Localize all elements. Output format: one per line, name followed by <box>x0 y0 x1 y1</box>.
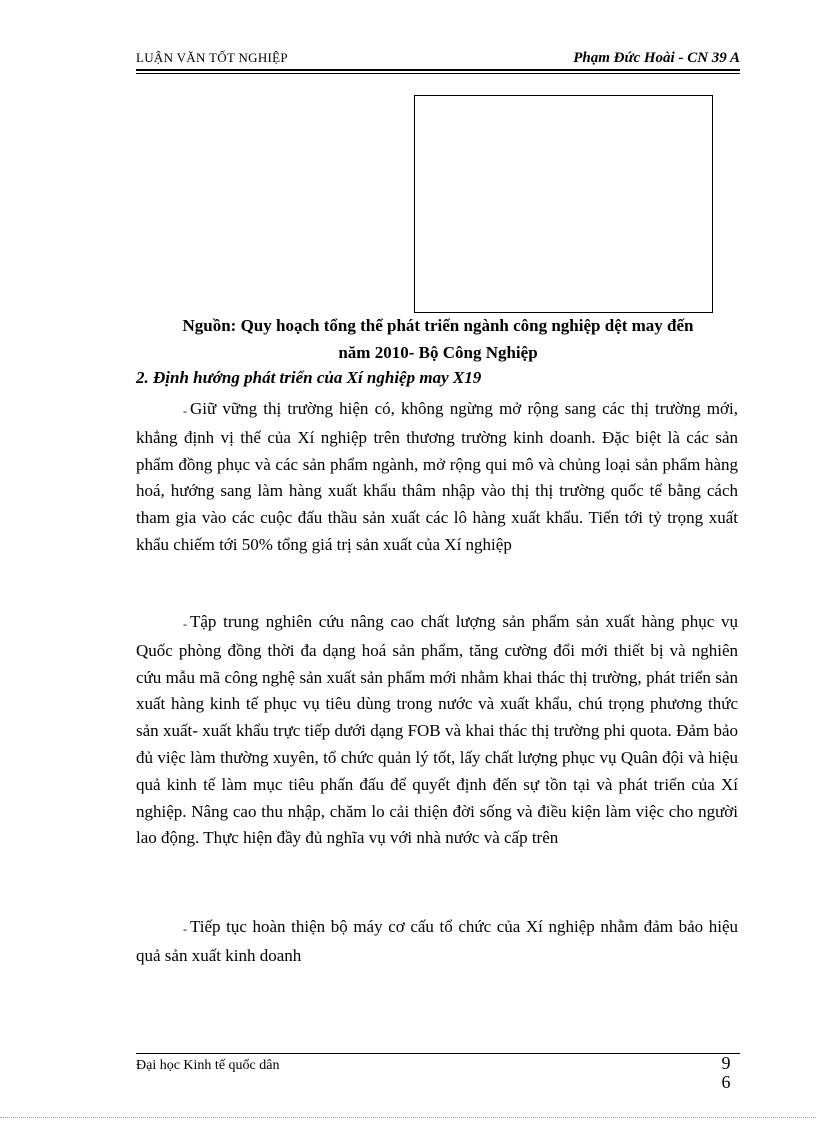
paragraph-3 <box>136 914 738 970</box>
bullet-dash: - <box>183 922 187 936</box>
page-number <box>716 1054 736 1092</box>
page-number-digit-2: 6 <box>721 1072 731 1092</box>
bullet-dash: - <box>183 617 187 631</box>
figure-caption <box>136 312 740 366</box>
paragraph-2 <box>136 609 738 852</box>
paragraph-1 <box>136 396 738 559</box>
page-edge-dots <box>0 1117 816 1122</box>
footer-university: Đại học Kinh tế quốc dân <box>136 1058 280 1073</box>
figure-placeholder <box>414 95 713 313</box>
header-rule <box>136 69 740 71</box>
caption-line-2: năm 2010- Bộ Công Nghiệp <box>338 343 538 362</box>
paragraph-2-text: Tập trung nghiên cứu nâng cao chất lượng sản phẩm sản xuất hàng phục vụ Quốc phòng đồng thời đa dạng hoá sản phẩm, tăng cường đổi mới thiết bị và nghiên cứu mẫu mã công nghệ sản xuất sản phẩm mới nhằm khai thác thị trường, phát triển sản xuất hàng kinh tế phục vụ tiêu dùng trong nước và xuất khẩu, chú trọng phương thức sản xuất- xuất khẩu trực tiếp dưới dạng FOB và khai thác thị trường phi quota. Đảm bảo đủ việc làm thường xuyên, tổ chức quản lý tốt, lấy chất lượng phục vụ Quân đội và hiệu quả kinh tế làm mục tiêu phấn đấu để quyết định đến sự tồn tại và phát triển của Xí nghiệp. Nâng cao thu nhập, chăm lo cải thiện đời sống và điều kiện làm việc cho người lao động. Thực hiện đầy đủ nghĩa vụ với nhà nước và cấp trên <box>136 612 738 848</box>
paragraph-3-text: Tiếp tục hoàn thiện bộ máy cơ cấu tổ chức của Xí nghiệp nhằm đảm bảo hiệu quả sản xuất kinh doanh <box>136 917 738 965</box>
caption-line-1: Nguồn: Quy hoạch tổng thể phát triển ngành công nghiệp dệt may đến <box>182 316 694 335</box>
page-header <box>136 50 740 70</box>
bullet-dash: - <box>183 404 187 418</box>
paragraph-1-text: Giữ vững thị trường hiện có, không ngừng mở rộng sang các thị trường mới, khẳng định vị thế của Xí nghiệp trên thương trường kinh doanh. Đặc biệt là các sản phẩm đồng phục và các sản phẩm ngành, mở rộng qui mô và chủng loại sản phẩm hàng hoá, hướng sang làm hàng xuất khẩu thâm nhập vào thị thị trường quốc tế bằng cách tham gia vào các cuộc đấu thầu sản xuất các lô hàng xuất khẩu. Tiến tới tỷ trọng xuất khẩu chiếm tới 50% tổng giá trị sản xuất của Xí nghiệp <box>136 399 738 554</box>
page-number-digit-1: 9 <box>721 1053 731 1073</box>
header-thesis-label: LUẬN VĂN TỐT NGHIỆP <box>136 50 288 65</box>
header-author: Phạm Đức Hoài - CN 39 A <box>573 50 740 66</box>
footer-rule <box>136 1053 740 1054</box>
header-rule-thin <box>136 73 740 74</box>
section-heading: 2. Định hướng phát triển của Xí nghiệp may X19 <box>136 368 482 387</box>
